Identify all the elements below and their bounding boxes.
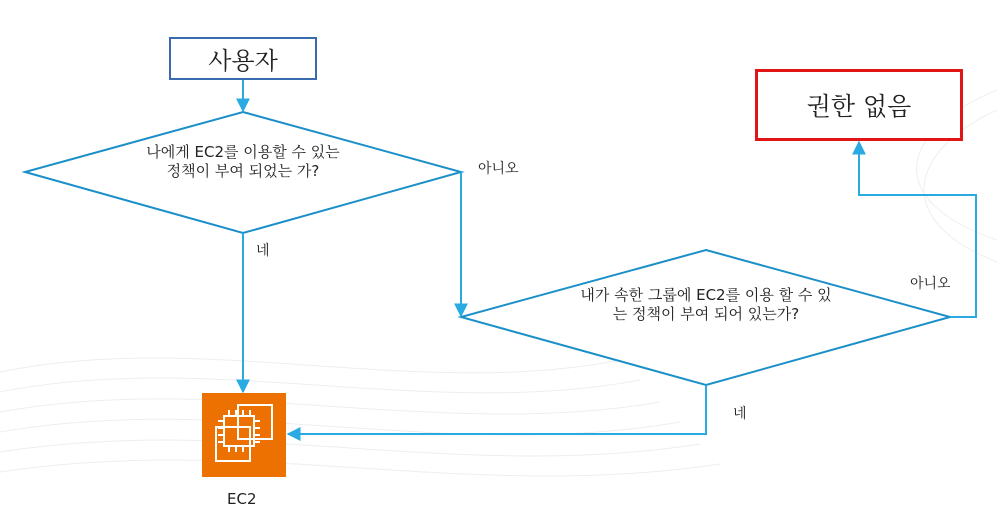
- decision2-question: 내가 속한 그룹에 EC2를 이용 할 수 있는 정책이 부여 되어 있는가?: [580, 286, 832, 323]
- decision2-no-label: 아니오: [910, 276, 951, 292]
- ec2-label: EC2: [227, 490, 257, 508]
- arrow-decision2-yes-to-ec2: [288, 385, 706, 434]
- decision1-no-label: 아니오: [478, 161, 519, 177]
- no-permission-label: 권한 없음: [806, 92, 912, 121]
- decision1-question: 나에게 EC2를 이용할 수 있는 정책이 부여 되었는 가?: [146, 143, 340, 180]
- no-permission-node: [755, 69, 963, 141]
- decision1-yes-label: 네: [256, 243, 270, 259]
- user-node: [169, 37, 317, 80]
- user-node-label: 사용자: [208, 47, 278, 75]
- ec2-chip-icon: [202, 393, 286, 477]
- decision2-yes-label: 네: [733, 406, 747, 422]
